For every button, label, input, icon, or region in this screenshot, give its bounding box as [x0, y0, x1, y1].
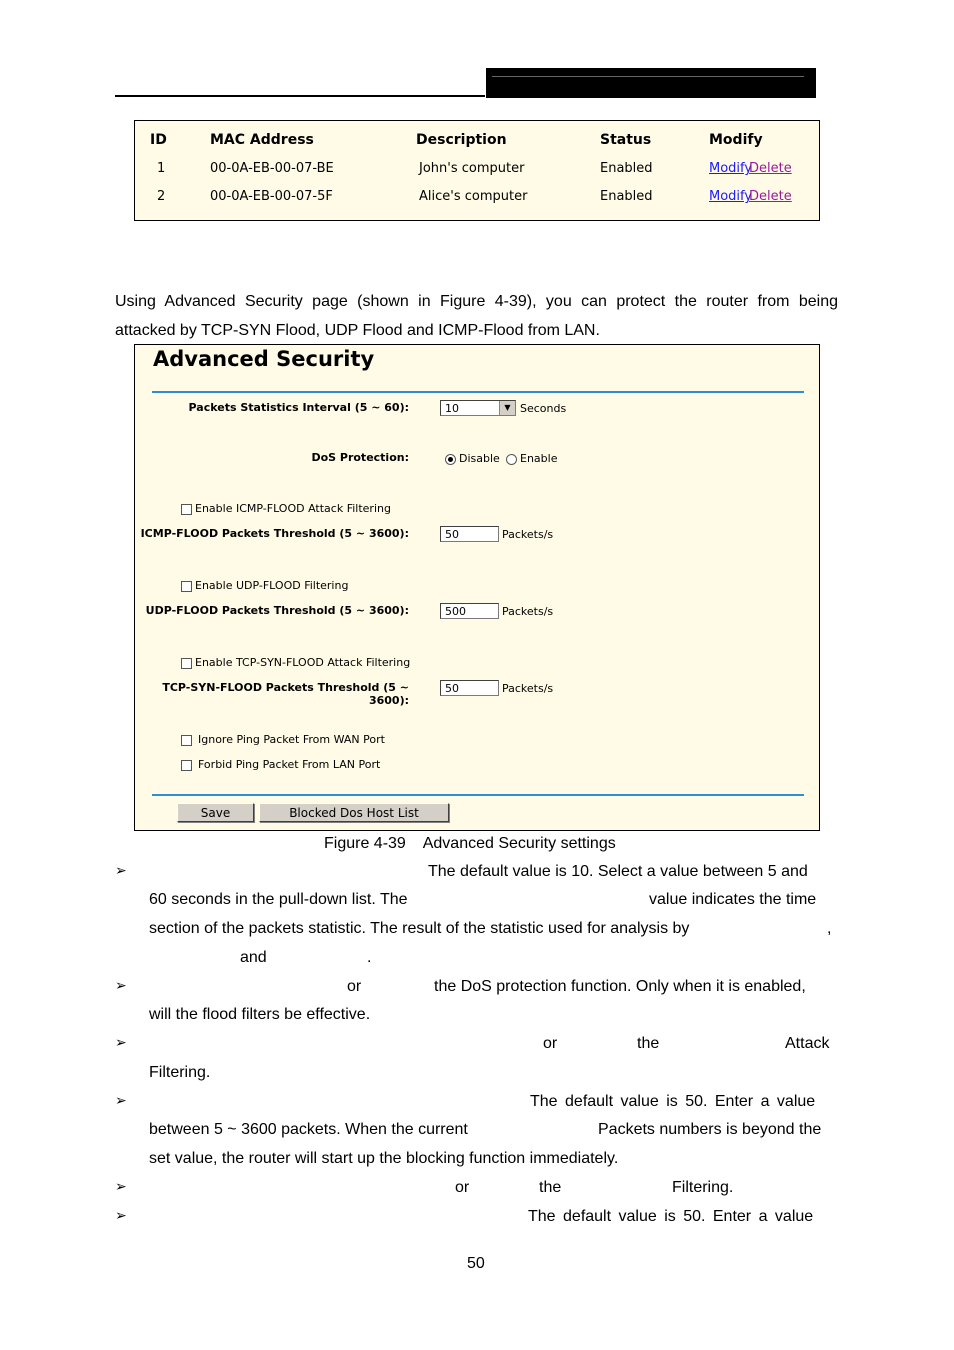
bullet-arrow-icon: ➢ — [115, 977, 127, 993]
udp-threshold-unit: Packets/s — [502, 605, 554, 618]
page-number: 50 — [467, 1255, 485, 1272]
b4-line2b: Packets numbers is beyond the — [598, 1121, 822, 1138]
row1-id: 1 — [157, 161, 166, 176]
col-header-modify: Modify — [709, 132, 763, 148]
bullet-arrow-icon: ➢ — [115, 1207, 127, 1223]
advanced-security-panel — [134, 344, 820, 831]
b4-line1: The default value is 50. Enter a value — [530, 1093, 816, 1110]
bullet-arrow-icon: ➢ — [115, 1092, 127, 1108]
row2-modify-link[interactable]: Modify — [709, 189, 753, 204]
figure-caption — [324, 835, 616, 853]
bullet-arrow-icon: ➢ — [115, 1034, 127, 1050]
tcp-filter-checkbox[interactable] — [181, 658, 192, 669]
b1-line1: The default value is 10. Select a value between 5 and — [428, 863, 808, 880]
tcp-threshold-unit: Packets/s — [502, 682, 554, 695]
icmp-threshold-unit: Packets/s — [502, 528, 554, 541]
title-divider — [152, 391, 804, 393]
dos-protection-label: DoS Protection: — [311, 451, 409, 464]
forbid-ping-checkbox[interactable] — [181, 760, 192, 771]
col-header-mac: MAC Address — [210, 132, 314, 148]
icmp-filter-label: Enable ICMP-FLOOD Attack Filtering — [195, 502, 391, 515]
b1-line3a: section of the packets statistic. The result of the statistic used for analysis by — [149, 920, 690, 937]
row2-delete-link[interactable]: Delete — [749, 189, 792, 204]
b2-line2: will the flood filters be effective. — [149, 1006, 371, 1023]
row1-modify-link[interactable]: Modify — [709, 161, 753, 176]
stats-interval-value: 10 — [445, 402, 459, 415]
icmp-filter-checkbox[interactable] — [181, 504, 192, 515]
b1-line3b: , — [827, 920, 832, 937]
bullet-arrow-icon: ➢ — [115, 862, 127, 878]
chevron-down-icon[interactable]: ▼ — [499, 401, 515, 415]
blocked-dos-host-list-button[interactable]: Blocked Dos Host List — [259, 803, 449, 822]
b2-line1b: the DoS protection function. Only when it is enabled, — [434, 978, 806, 995]
b4-line2a: between 5 ~ 3600 packets. When the current — [149, 1121, 468, 1138]
b3-line1b: the — [637, 1035, 660, 1052]
dos-disable-label: Disable — [459, 452, 500, 465]
mac-filter-table — [134, 120, 820, 221]
header-bar-line — [492, 76, 804, 77]
b1-line2a: 60 seconds in the pull-down list. The — [149, 891, 408, 908]
b3-line1c: Attack — [785, 1035, 830, 1052]
b1-line4a: and — [240, 949, 267, 966]
b5-line1a: or — [455, 1179, 470, 1196]
ignore-ping-label: Ignore Ping Packet From WAN Port — [198, 733, 385, 746]
b5-line1c: Filtering. — [672, 1179, 734, 1196]
figure-caption-text: Figure 4-39 Advanced Security settings — [324, 835, 616, 852]
intro-line-2: attacked by TCP-SYN Flood, UDP Flood and ICMP-Flood from LAN. — [115, 322, 600, 339]
tcp-threshold-input[interactable]: 50 — [440, 680, 499, 696]
b3-line1a: or — [543, 1035, 558, 1052]
icmp-threshold-label: ICMP-FLOOD Packets Threshold (5 ~ 3600): — [140, 527, 409, 540]
row2-id: 2 — [157, 189, 166, 204]
udp-threshold-label: UDP-FLOOD Packets Threshold (5 ~ 3600): — [145, 604, 409, 617]
row1-status: Enabled — [600, 161, 653, 176]
header-bar — [486, 68, 816, 98]
b3-line2: Filtering. — [149, 1064, 211, 1081]
header-rule — [115, 95, 485, 97]
row1-delete-link[interactable]: Delete — [749, 161, 792, 176]
forbid-ping-label: Forbid Ping Packet From LAN Port — [198, 758, 381, 771]
panel-title: Advanced Security — [153, 347, 375, 371]
row2-status: Enabled — [600, 189, 653, 204]
bullet-arrow-icon: ➢ — [115, 1178, 127, 1194]
buttons-divider — [152, 794, 804, 796]
row1-mac: 00-0A-EB-00-07-BE — [210, 161, 334, 176]
b6-line1: The default value is 50. Enter a value — [528, 1208, 814, 1225]
row1-description: John's computer — [419, 161, 525, 176]
tcp-filter-label: Enable TCP-SYN-FLOOD Attack Filtering — [195, 656, 411, 669]
ignore-ping-checkbox[interactable] — [181, 735, 192, 746]
dos-enable-label: Enable — [520, 452, 558, 465]
b1-line4b: . — [367, 949, 372, 966]
row2-mac: 00-0A-EB-00-07-5F — [210, 189, 333, 204]
udp-filter-label: Enable UDP-FLOOD Filtering — [195, 579, 349, 592]
col-header-id: ID — [150, 132, 167, 148]
dos-enable-radio[interactable] — [506, 454, 517, 465]
udp-filter-checkbox[interactable] — [181, 581, 192, 592]
dos-disable-radio[interactable] — [445, 454, 456, 465]
stats-interval-unit: Seconds — [520, 402, 567, 415]
intro-line-1: Using Advanced Security page (shown in Figure 4-39), you can protect the router from being — [115, 293, 838, 310]
col-header-description: Description — [416, 132, 507, 148]
stats-interval-label: Packets Statistics Interval (5 ~ 60): — [188, 401, 409, 414]
save-button[interactable]: Save — [177, 803, 254, 822]
udp-threshold-input[interactable]: 500 — [440, 603, 499, 619]
icmp-threshold-input[interactable]: 50 — [440, 526, 499, 542]
b1-line2b: value indicates the time — [649, 891, 817, 908]
row2-description: Alice's computer — [419, 189, 528, 204]
stats-interval-select[interactable] — [440, 400, 516, 416]
col-header-status: Status — [600, 132, 652, 148]
b2-line1a: or — [347, 978, 362, 995]
tcp-threshold-label: TCP-SYN-FLOOD Packets Threshold (5 ~ 3600): — [162, 681, 409, 707]
b5-line1b: the — [539, 1179, 562, 1196]
b4-line3: set value, the router will start up the blocking function immediately. — [149, 1150, 619, 1167]
